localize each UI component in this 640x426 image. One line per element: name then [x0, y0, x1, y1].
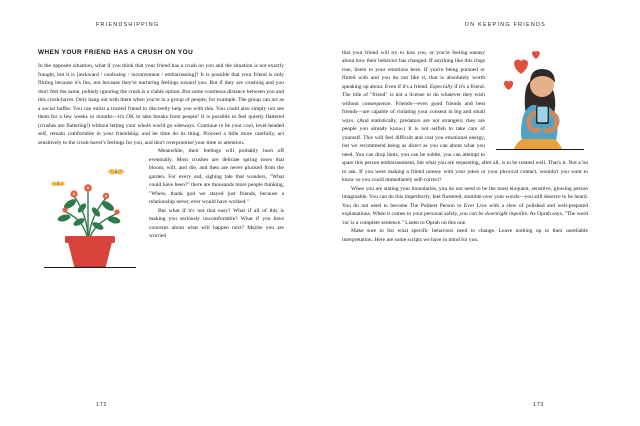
paragraph: But what if it's not that easy? What if all of this is making you seriously uncomfortable? What if you have concerns about what will happen next? Maybe you are worried [149, 207, 284, 240]
paragraph: that your friend will try to kiss you, or you're feeling uneasy about how their behavior has changed. If anything like this rings true, listen to your emotions here. If you're being pursued or flirted with and you do not like it, that is absolutely worth speaking up about. Even if it's a friend. Especially if it's a friend. The title of "friend" is not a license to do whatever they wish without consequence. Friends—even good friends and best friends—are capable of violating your consent in big and small ways. (And statistically, predators are not strangers; they are people you already know.) It is not selfish to take care of yourself. This will feel difficult and cost you emotional energy, but we recommend being as direct as you can about what you need. You can drop hints, you can be subtle, you can attempt to spare this person embarrassment, but what you are requesting, after all, is to be treated well. That's it. Not a lot to ask. If you were making a friend uneasy with your jokes or your physical contact, wouldn't you want to know so you could immediately self-correct? [342, 50, 588, 184]
right-text-column [342, 49, 588, 244]
paragraph: Make sure to list what specific behaviors need to change. Leave nothing up to their unreliable interpretation. Here are some scripts we have in mind for you. [342, 228, 588, 243]
page-number-left: 172 [96, 402, 108, 408]
page-title: WHEN YOUR FRIEND HAS A CRUSH ON YOU [38, 49, 194, 56]
running-head-right: ON KEEPING FRIENDS [464, 22, 546, 28]
paragraph: When you are stating your boundaries, you do not need to be the most eloquent, sensitive, glowing person imaginable. You can do this imperfectly, feel flustered, stumble over your words—you still deserve to be heard. You do not need to become The Politest Person to Ever Live with a slew of polished and well-prepared explanations. When it comes to your personal safety, you can be downright impolite. As Oprah says, "The word 'no' is a complete sentence." Listen to Oprah on this one. [342, 185, 589, 226]
paragraph: Meanwhile, their feelings will probably burn off eventually. Most crushes are delicate spring roses that bloom, wilt, and die, and then are never plucked from the garden. For every sad, sighing tale that wonders, "What could have been?" there are thousands more people thinking, "Whew, thank god we stayed just friends, because a relationship never, ever would have worked." [149, 148, 284, 206]
running-head-left: FRIENDSHIPPING [96, 22, 160, 28]
right-page [320, 0, 640, 426]
potted-plant-with-butterflies-illustration [38, 150, 142, 268]
paragraph: In the opposite situation, what if you think that your friend has a crush on you and the situation is not exactly fraught, but it is [awkward / confusing / inconvenient / embarrassing]? It is possible that your friend is only flirting because it's fun, not because they're nurturing feelings toward you. But if they are crushing and you don't feel the same, politely ignoring the crush is a viable option. But some courteous distance between you and this crush-haver. Only hang out with them when you're in a group of people, for example. The group can act as a social buffer. You can enlist a trusted friend to discreetly help you with this. You could also simply not see them for a few weeks or months—it's OK to take breaks from people! It is possible to feel quietly flattered (crushes are flattering!) without letting your whole world go sideways. Continue to be your cool, level-headed self, remain comfortable in your friendship, and let time do its thing. Proceed a little more carefully, act sensitively to the crush-haver's feelings for you, and don't overpromise your time or attention. [38, 63, 284, 146]
left-text-column [38, 62, 284, 240]
person-on-phone-with-hearts-illustration [492, 49, 588, 153]
page-number-right: 173 [532, 402, 544, 408]
